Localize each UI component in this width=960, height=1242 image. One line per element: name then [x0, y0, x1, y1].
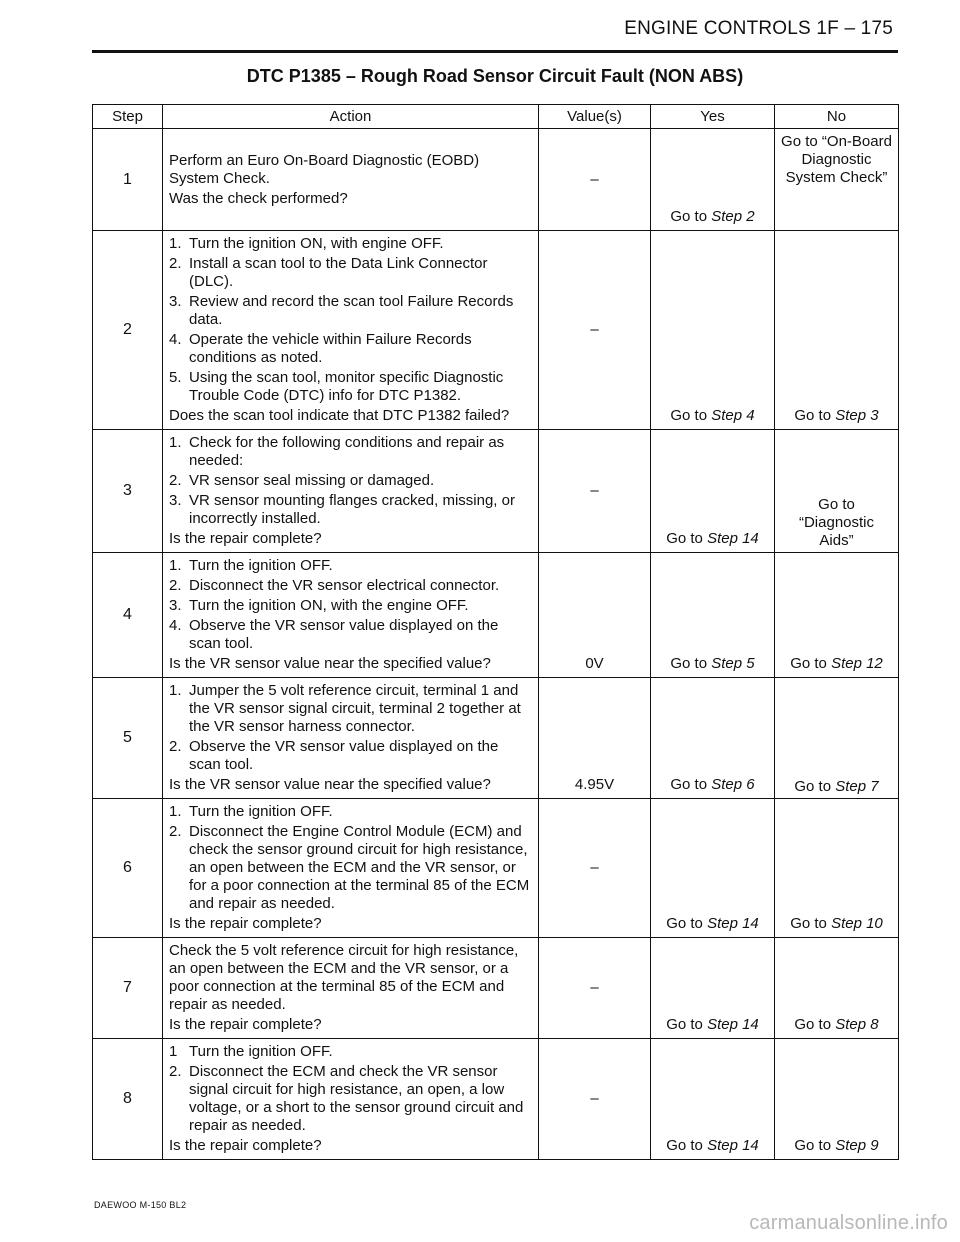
action-list [169, 803, 532, 913]
action-list-item [169, 557, 532, 575]
table-row [93, 553, 899, 678]
value-cell: 0V [539, 553, 651, 678]
list-item-text: VR sensor mounting flanges cracked, missing, or incorrectly installed. [189, 492, 515, 527]
no-cell [775, 1039, 899, 1160]
no-goto [794, 1016, 878, 1033]
action-list-item [169, 803, 532, 821]
page-title: DTC P1385 – Rough Road Sensor Circuit Fault (NON ABS) [246, 66, 744, 86]
yes-goto [666, 1137, 759, 1154]
value-cell: – [539, 799, 651, 938]
no-goto [794, 1137, 878, 1154]
action-cell [163, 430, 539, 553]
column-header-values: Value(s) [539, 105, 651, 129]
no-goto [790, 915, 883, 932]
no-goto-prefix: Go to [790, 655, 827, 672]
header-rule [92, 50, 898, 53]
list-item-number: 3. [169, 597, 182, 614]
value-cell: – [539, 129, 651, 231]
column-header-step: Step [93, 105, 163, 129]
footer-code: DAEWOO M-150 BL2 [94, 1200, 187, 1210]
yes-goto-target: Step 2 [711, 208, 755, 225]
table-row [93, 430, 899, 553]
yes-cell [651, 129, 775, 231]
step-number: 5 [93, 678, 163, 799]
list-item-text: Turn the ignition OFF. [189, 557, 333, 574]
list-item-number: 1. [169, 434, 182, 451]
list-item-number: 1. [169, 803, 182, 820]
list-item-text: Turn the ignition ON, with engine OFF. [189, 235, 444, 252]
list-item-text: Using the scan tool, monitor specific Diagnostic Trouble Code (DTC) info for DTC P1382. [189, 369, 504, 404]
action-list-item [169, 369, 532, 405]
list-item-text: Jumper the 5 volt reference circuit, terminal 1 and the VR sensor signal circuit, terminal 2 together at the VR sensor harness connector. [189, 682, 521, 735]
no-cell [775, 678, 899, 799]
list-item-number: 2. [169, 577, 182, 594]
yes-goto [670, 655, 754, 672]
action-cell [163, 799, 539, 938]
yes-cell [651, 553, 775, 678]
table-row [93, 799, 899, 938]
no-goto [799, 496, 874, 549]
action-list-item [169, 1043, 532, 1061]
list-item-number: 3. [169, 492, 182, 509]
action-list-item [169, 577, 532, 595]
list-item-text: Turn the ignition OFF. [189, 803, 333, 820]
value-cell: – [539, 430, 651, 553]
list-item-number: 3. [169, 293, 182, 310]
action-list-item [169, 597, 532, 615]
list-item-number: 2. [169, 472, 182, 489]
list-item-text: Review and record the scan tool Failure Records data. [189, 293, 514, 328]
action-cell [163, 129, 539, 231]
yes-goto-prefix: Go to [670, 776, 708, 793]
watermark: carmanualsonline.info [749, 1212, 948, 1234]
action-list-item [169, 738, 532, 774]
step-number: 3 [93, 430, 163, 553]
list-item-text: Disconnect the ECM and check the VR sensor signal circuit for high resistance, an open, a low voltage, or a short to the sensor ground circuit and repair as needed. [189, 1063, 524, 1134]
no-goto [790, 655, 883, 672]
action-cell [163, 678, 539, 799]
action-list-item [169, 823, 532, 913]
column-header-yes: Yes [651, 105, 775, 129]
table-header-row [93, 105, 899, 129]
action-question: Is the repair complete? [169, 1137, 322, 1154]
action-list-item [169, 682, 532, 736]
step-number: 4 [93, 553, 163, 678]
no-goto [781, 133, 892, 186]
yes-goto-prefix: Go to [666, 530, 703, 547]
action-question: Is the VR sensor value near the specified value? [169, 655, 491, 672]
list-item-text: Operate the vehicle within Failure Records conditions as noted. [189, 331, 472, 366]
no-goto-target: Step 7 [835, 778, 879, 795]
yes-goto [670, 776, 754, 793]
action-list [169, 1043, 532, 1135]
no-goto-target: Step 10 [831, 915, 883, 932]
yes-goto-target: Step 14 [707, 1137, 759, 1154]
action-list-item [169, 1063, 532, 1135]
step-number: 7 [93, 938, 163, 1039]
action-paragraph: Check the 5 volt reference circuit for high resistance, an open between the ECM and the VR sensor, or a poor connection at the terminal 85 of the ECM and repair as needed. [169, 942, 519, 1013]
no-cell [775, 799, 899, 938]
table-row [93, 129, 899, 231]
action-list [169, 557, 532, 653]
action-list-item [169, 472, 532, 490]
step-number: 2 [93, 231, 163, 430]
no-goto-target: Step 8 [835, 1016, 879, 1033]
no-goto-prefix: Go to [794, 1016, 832, 1033]
action-question: Is the repair complete? [169, 530, 322, 547]
yes-goto-target: Step 5 [711, 655, 755, 672]
no-cell [775, 430, 899, 553]
value-cell: – [539, 231, 651, 430]
step-number: 1 [93, 129, 163, 231]
list-item-number: 1. [169, 235, 182, 252]
list-item-text: Observe the VR sensor value displayed on the scan tool. [189, 738, 499, 773]
table-row [93, 1039, 899, 1160]
no-goto-prefix: Go to [794, 778, 832, 795]
table-row [93, 938, 899, 1039]
value-cell: – [539, 1039, 651, 1160]
no-goto [794, 407, 878, 424]
action-question: Does the scan tool indicate that DTC P1382 failed? [169, 407, 510, 424]
yes-cell [651, 1039, 775, 1160]
action-list-item [169, 492, 532, 528]
no-goto-prefix: Go to “Diagnostic Aids” [798, 496, 875, 549]
list-item-text: Disconnect the VR sensor electrical connector. [189, 577, 500, 594]
table-row [93, 678, 899, 799]
action-list-item [169, 235, 532, 253]
action-list [169, 682, 532, 774]
action-question: Is the VR sensor value near the specified value? [169, 776, 491, 793]
step-number: 6 [93, 799, 163, 938]
table-row [93, 231, 899, 430]
value-cell: 4.95V [539, 678, 651, 799]
yes-goto-prefix: Go to [670, 655, 708, 672]
list-item-number: 4. [169, 331, 182, 348]
yes-goto-target: Step 14 [707, 915, 759, 932]
column-header-no: No [775, 105, 899, 129]
yes-goto [666, 530, 759, 547]
no-goto-prefix: Go to [794, 1137, 832, 1154]
list-item-number: 2. [169, 1063, 182, 1080]
action-question: Is the repair complete? [169, 1016, 322, 1033]
action-cell [163, 553, 539, 678]
no-cell [775, 129, 899, 231]
no-cell [775, 938, 899, 1039]
no-goto-prefix: Go to “On-Board Diagnostic System Check” [781, 133, 892, 186]
yes-goto-target: Step 6 [711, 776, 755, 793]
list-item-text: Turn the ignition ON, with the engine OFF. [189, 597, 469, 614]
action-list-item [169, 434, 532, 470]
list-item-number: 5. [169, 369, 182, 386]
action-list-item [169, 617, 532, 653]
column-header-action: Action [163, 105, 539, 129]
action-cell [163, 231, 539, 430]
yes-goto-target: Step 4 [711, 407, 755, 424]
action-question: Is the repair complete? [169, 915, 322, 932]
step-number: 8 [93, 1039, 163, 1160]
list-item-text: Check for the following conditions and repair as needed: [189, 434, 505, 469]
action-question: Was the check performed? [169, 189, 348, 207]
action-cell [163, 938, 539, 1039]
action-list-item [169, 293, 532, 329]
list-item-text: Turn the ignition OFF. [189, 1043, 333, 1060]
no-goto-target: Step 12 [831, 655, 883, 672]
no-cell [775, 553, 899, 678]
no-goto-prefix: Go to [794, 407, 832, 424]
yes-goto [666, 1016, 759, 1033]
yes-goto-prefix: Go to [670, 407, 708, 424]
yes-cell [651, 678, 775, 799]
list-item-text: Install a scan tool to the Data Link Connector (DLC). [189, 255, 488, 290]
action-list [169, 235, 532, 405]
action-cell [163, 1039, 539, 1160]
no-cell [775, 231, 899, 430]
no-goto-target: Step 3 [835, 407, 879, 424]
yes-cell [651, 231, 775, 430]
yes-goto [670, 208, 754, 225]
no-goto [794, 778, 878, 795]
no-goto-target: Step 9 [835, 1137, 879, 1154]
list-item-text: VR sensor seal missing or damaged. [189, 472, 435, 489]
no-goto-prefix: Go to [790, 915, 827, 932]
list-item-number: 2. [169, 738, 182, 755]
list-item-text: Observe the VR sensor value displayed on the scan tool. [189, 617, 499, 652]
list-item-text: Disconnect the Engine Control Module (ECM) and check the sensor ground circuit for high resistance, an open between the ECM and the VR sensor, or for a poor connection at the terminal 85 of the ECM and repair as needed. [189, 823, 530, 912]
action-list [169, 434, 532, 528]
list-item-number: 1. [169, 682, 182, 699]
yes-goto-prefix: Go to [666, 1016, 703, 1033]
list-item-number: 1 [169, 1043, 178, 1060]
list-item-number: 1. [169, 557, 182, 574]
action-list-item [169, 255, 532, 291]
list-item-number: 2. [169, 255, 182, 272]
yes-goto [670, 407, 754, 424]
yes-cell [651, 430, 775, 553]
yes-goto-target: Step 14 [707, 1016, 759, 1033]
value-cell: – [539, 938, 651, 1039]
yes-goto-target: Step 14 [707, 530, 759, 547]
yes-goto-prefix: Go to [670, 208, 708, 225]
yes-cell [651, 799, 775, 938]
section-header: ENGINE CONTROLS 1F – 175 [624, 18, 893, 39]
yes-goto [666, 915, 759, 932]
action-paragraph: Perform an Euro On-Board Diagnostic (EOBD) System Check. [169, 151, 480, 187]
action-list-item [169, 331, 532, 367]
yes-goto-prefix: Go to [666, 1137, 703, 1154]
yes-goto-prefix: Go to [666, 915, 703, 932]
diagnostic-table [92, 104, 899, 1160]
list-item-number: 2. [169, 823, 182, 840]
yes-cell [651, 938, 775, 1039]
list-item-number: 4. [169, 617, 182, 634]
